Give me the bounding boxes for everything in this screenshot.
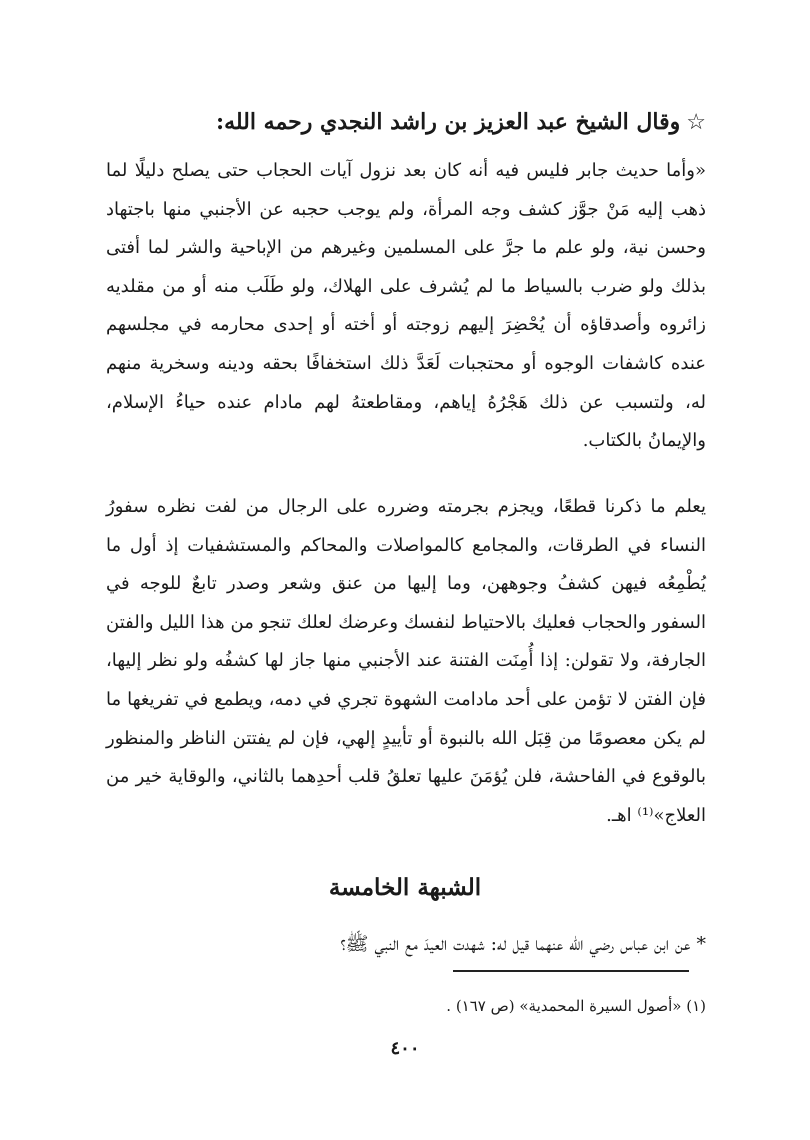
footnote-divider xyxy=(453,970,689,972)
hadith-question: * عن ابن عباس رضي الله عنهما قيل له: شهدت العيدَ مع النبي ﷺ؟ xyxy=(340,933,706,955)
section-heading: الشبهة الخامسة xyxy=(328,874,482,901)
quote-paragraph-2 xyxy=(106,488,706,835)
quote-paragraph-1 xyxy=(106,152,706,461)
paragraph-text: «وأما حديث جابر فليس فيه أنه كان بعد نزول آيات الحجاب حتى يصلح دليلًا لما ذهب إليه مَنْ جوَّز كشف وجه المرأة، ولم يوجب حجبه عن الأجنبي منها باجتهاد وحسن نية، ولو علم ما جرَّ على المسلمين وغيرهم من الإباحية والشر لما أفتى بذلك ولو ضرب بالسياط ما لم يُشرف على الهلاك، ولو طَلَب منه أو من مقلديه زائروه وأصدقاؤه أن يُحْضِرَ إليهم زوجته أو أخته أو إحدى محارمه في مجلسهم عنده كاشفات الوجوه أو محتجبات لَعَدَّ ذلك استخفافًا بحقه ودينه وسخرية منهم له، ولتسبب عن ذلك هَجْرُهُ إياهم، ومقاطعتهُ لهم مادام عنده حياءُ الإسلام، والإيمانُ بالكتاب. xyxy=(106,160,706,452)
paragraph-text: يعلم ما ذكرنا قطعًا، ويجزم بجرمته وضرره على الرجال من لفت نظره سفورُ النساء في الطرقات، والمجامع كالمواصلات والمحاكم والمستشفيات إذ أول ما يُطْمِعُه فيهن كشفُ وجوههن، وما إليها من عنق وشعر وصدر تابعٌ للوجه في السفور والحجاب فعليك بالاحتياط لنفسك وعرضك لعلك تنجو من هذا الليل والفتن الجارفة، ولا تقولن: إذا أُمِنَت الفتنة عند الأجنبي منها جاز لها كشفُه ولو نظر إليها، فإن الفتن لا تؤمن على أحد مادامت الشهوة تجري في دمه، ويطمع في تفريغها ما لم يكن معصومًا من قِبَل الله بالنبوة أو تأييدٍ إلهي، فإن لم يفتتن الناظر والمنظور بالوقوع في الفاحشة، فلن يُؤمَنَ عليها تعلقُ قلب أحدِهما بالثاني، والوقاية خير من العلاج»⁽¹⁾ اهـ. xyxy=(106,496,707,826)
star-icon: ☆ xyxy=(686,110,706,135)
quote-attribution xyxy=(86,100,706,145)
attribution-text: وقال الشيخ عبد العزيز بن راشد النجدي رحمه الله: xyxy=(215,109,681,135)
page-number: ٤٠٠ xyxy=(390,1038,420,1059)
footnote: (١) «أصول السيرة المحمدية» (ص ١٦٧) . xyxy=(446,997,706,1015)
